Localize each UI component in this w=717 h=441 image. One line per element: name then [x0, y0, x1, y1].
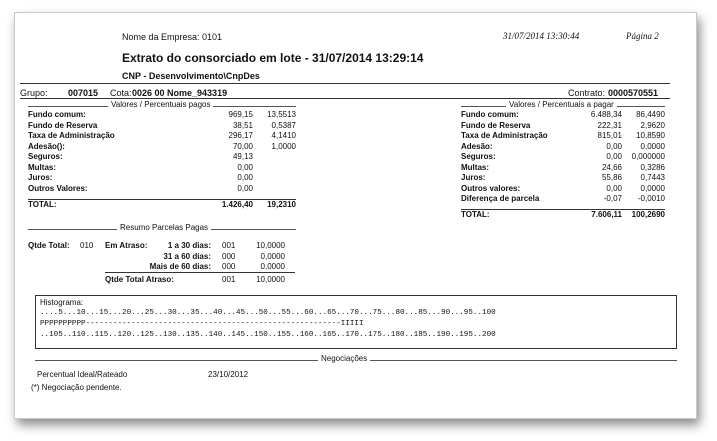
- histogram-scale-1: ....5...10...15...20...25...30...35...40...45...50...55...60...65...70...75...80...85...90...95..100: [40, 309, 496, 317]
- resumo-row-pct: 10,0000: [256, 241, 285, 250]
- resumo-total-row: [105, 275, 295, 285]
- pagar-row-label: Multas:: [461, 162, 489, 172]
- cota-value: 0026 00 Nome_943319: [132, 88, 228, 98]
- contrato-value: 0000570551: [608, 88, 659, 98]
- pagos-row-value: 0,00: [237, 173, 253, 182]
- total-atraso-label: Qtde Total Atraso:: [105, 275, 174, 284]
- pagar-row-pct: 10,8590: [636, 131, 665, 140]
- negociacao-date: 23/10/2012: [208, 370, 249, 379]
- pagar-row: [461, 142, 665, 152]
- pagos-total-pct: 19,2310: [267, 200, 296, 209]
- page-number: Página 2: [626, 31, 659, 41]
- pagar-row: [461, 131, 665, 141]
- header-divider: [20, 83, 670, 84]
- resumo-row: [105, 241, 295, 251]
- pagos-row-label: Fundo comum:: [28, 110, 86, 119]
- em-atraso-label: Em Atraso:: [105, 241, 148, 250]
- pagos-row-value: 49,13: [232, 152, 253, 161]
- pagos-title: Valores / Percentuais pagos: [108, 100, 213, 109]
- report-title: Extrato do consorciado em lote - 31/07/2014 13:29:14: [122, 51, 424, 65]
- pagar-row-pct: 0,000000: [631, 152, 665, 161]
- pagar-row-value: 222,31: [597, 120, 622, 130]
- report-subtitle: CNP - Desenvolvimento\CnpDes: [122, 71, 260, 81]
- pagar-total-pct: 100,2690: [631, 210, 665, 219]
- pagar-row-label: Fundo comum:: [461, 110, 519, 119]
- pagar-row: [461, 163, 665, 173]
- contrato-label: Contrato:: [568, 88, 606, 98]
- pagos-row: [28, 152, 296, 162]
- total-atraso-qty: 001: [222, 275, 236, 284]
- pagar-row: [461, 110, 665, 120]
- pagos-row-pct: 13,5513: [267, 110, 296, 119]
- pagar-row-label: Outros valores:: [461, 183, 521, 193]
- grupo-value: 007015: [68, 88, 99, 98]
- pagar-total-label: TOTAL:: [461, 210, 490, 219]
- pagar-row-pct: 0,7443: [640, 173, 665, 182]
- pagar-row: [461, 173, 665, 183]
- pagar-row-value: 0,00: [606, 183, 622, 193]
- negociacao-label: Percentual Ideal/Rateado: [37, 370, 128, 379]
- pagar-row-label: Adesão:: [461, 141, 493, 151]
- pagos-row: [28, 184, 296, 194]
- pagos-row-label: Seguros:: [28, 152, 63, 161]
- pagar-row-pct: 0,0000: [640, 183, 665, 193]
- pagar-row-value: 0,00: [606, 141, 622, 151]
- pagar-total-value: 7.606,11: [591, 210, 622, 219]
- pagar-row-pct: 86,4490: [636, 110, 665, 119]
- pagar-row-pct: 0,0000: [640, 141, 665, 151]
- pagar-row-value: 0,00: [606, 152, 622, 161]
- resumo-row-qty: 000: [222, 262, 236, 271]
- company-name: Nome da Empresa: 0101: [122, 32, 223, 42]
- pagar-row: [461, 121, 665, 131]
- pagos-row-value: 296,17: [228, 131, 253, 140]
- pagos-row-label: Multas:: [28, 162, 56, 172]
- resumo-row-qty: 001: [222, 241, 236, 250]
- pagar-row: [461, 152, 665, 162]
- resumo-row-label: 1 a 30 dias:: [167, 241, 211, 250]
- pagos-row-pct: 4,1410: [271, 131, 296, 140]
- pagos-row: [28, 110, 296, 120]
- pagos-row-pct: 1,0000: [271, 141, 296, 151]
- resumo-row: [105, 252, 295, 262]
- pagos-row: [28, 142, 296, 152]
- pagar-row-label: Fundo de Reserva: [461, 120, 531, 130]
- pagar-row: [461, 184, 665, 194]
- pagos-row-value: 70,00: [232, 141, 253, 151]
- pagar-row-value: 6.488,34: [590, 110, 622, 119]
- pagos-row-label: Juros:: [28, 173, 53, 182]
- resumo-row-label: 31 a 60 dias:: [163, 251, 211, 261]
- negociacoes-title: Negociações: [318, 354, 370, 363]
- pagos-row: [28, 173, 296, 183]
- pagos-row-label: Taxa de Administração: [28, 131, 115, 140]
- histogram-bar: PPPPPPPPPP--------------------------------------------------------IIIII: [40, 320, 364, 328]
- histogram-scale-2: ..105..110..115..120..125..130..135..140..145..150..155..160..165..170..175..180..185..190..195..200: [40, 331, 496, 339]
- resumo-row: [105, 262, 295, 272]
- pagos-row-label: Fundo de Reserva: [28, 120, 98, 130]
- info-divider: [20, 98, 670, 99]
- pagar-row-pct: -0,0010: [637, 194, 665, 203]
- qtde-total-label: Qtde Total:: [28, 241, 70, 250]
- grupo-label: Grupo:: [20, 88, 48, 98]
- pagar-row-value: 24,66: [601, 162, 622, 172]
- total-atraso-pct: 10,0000: [256, 275, 285, 284]
- pagos-total-row: [28, 200, 296, 210]
- histogram-label: Histograma:: [40, 298, 84, 307]
- pagos-row: [28, 163, 296, 173]
- pagos-row: [28, 121, 296, 131]
- report-page: [14, 12, 697, 419]
- pagar-row-value: -0,07: [603, 194, 622, 203]
- pagar-row-value: 815,01: [597, 131, 622, 140]
- cota-label: Cota:: [110, 88, 132, 98]
- pagar-row-label: Taxa de Administração: [461, 131, 548, 140]
- resumo-row-label: Mais de 60 dias:: [149, 262, 211, 271]
- pagos-row-label: Adesão():: [28, 141, 65, 151]
- pagar-row-pct: 2,9620: [640, 120, 665, 130]
- pagar-row-pct: 0,3286: [640, 162, 665, 172]
- pagar-row-label: Juros:: [461, 173, 486, 182]
- pagar-title: Valores / Percentuais a pagar: [506, 100, 617, 109]
- pagos-total-value: 1.426,40: [221, 200, 253, 209]
- negociacao-note: (*) Negociação pendente.: [31, 383, 122, 392]
- pagar-row-value: 55,86: [601, 173, 622, 182]
- resumo-total-divider: [105, 272, 295, 273]
- pagos-row-value: 969,15: [228, 110, 253, 119]
- pagos-row-label: Outros Valores:: [28, 183, 88, 193]
- resumo-row-qty: 000: [222, 251, 236, 261]
- pagar-row-label: Seguros:: [461, 152, 496, 161]
- pagos-row-pct: 0,5387: [271, 120, 296, 130]
- pagar-row: [461, 194, 665, 204]
- resumo-row-pct: 0,0000: [260, 262, 285, 271]
- pagar-total-row: [461, 210, 665, 220]
- pagos-total-label: TOTAL:: [28, 200, 57, 209]
- histogram-box: [35, 295, 677, 349]
- pagar-row-label: Diferença de parcela: [461, 194, 540, 203]
- resumo-title: Resumo Parcelas Pagas: [117, 223, 211, 232]
- resumo-row-pct: 0,0000: [260, 251, 285, 261]
- qtde-total-value: 010: [80, 241, 94, 250]
- pagos-row-value: 38,51: [232, 120, 253, 130]
- print-datetime: 31/07/2014 13:30:44: [503, 31, 580, 41]
- pagos-row-value: 0,00: [237, 183, 253, 193]
- pagos-row: [28, 131, 296, 141]
- pagos-row-value: 0,00: [237, 162, 253, 172]
